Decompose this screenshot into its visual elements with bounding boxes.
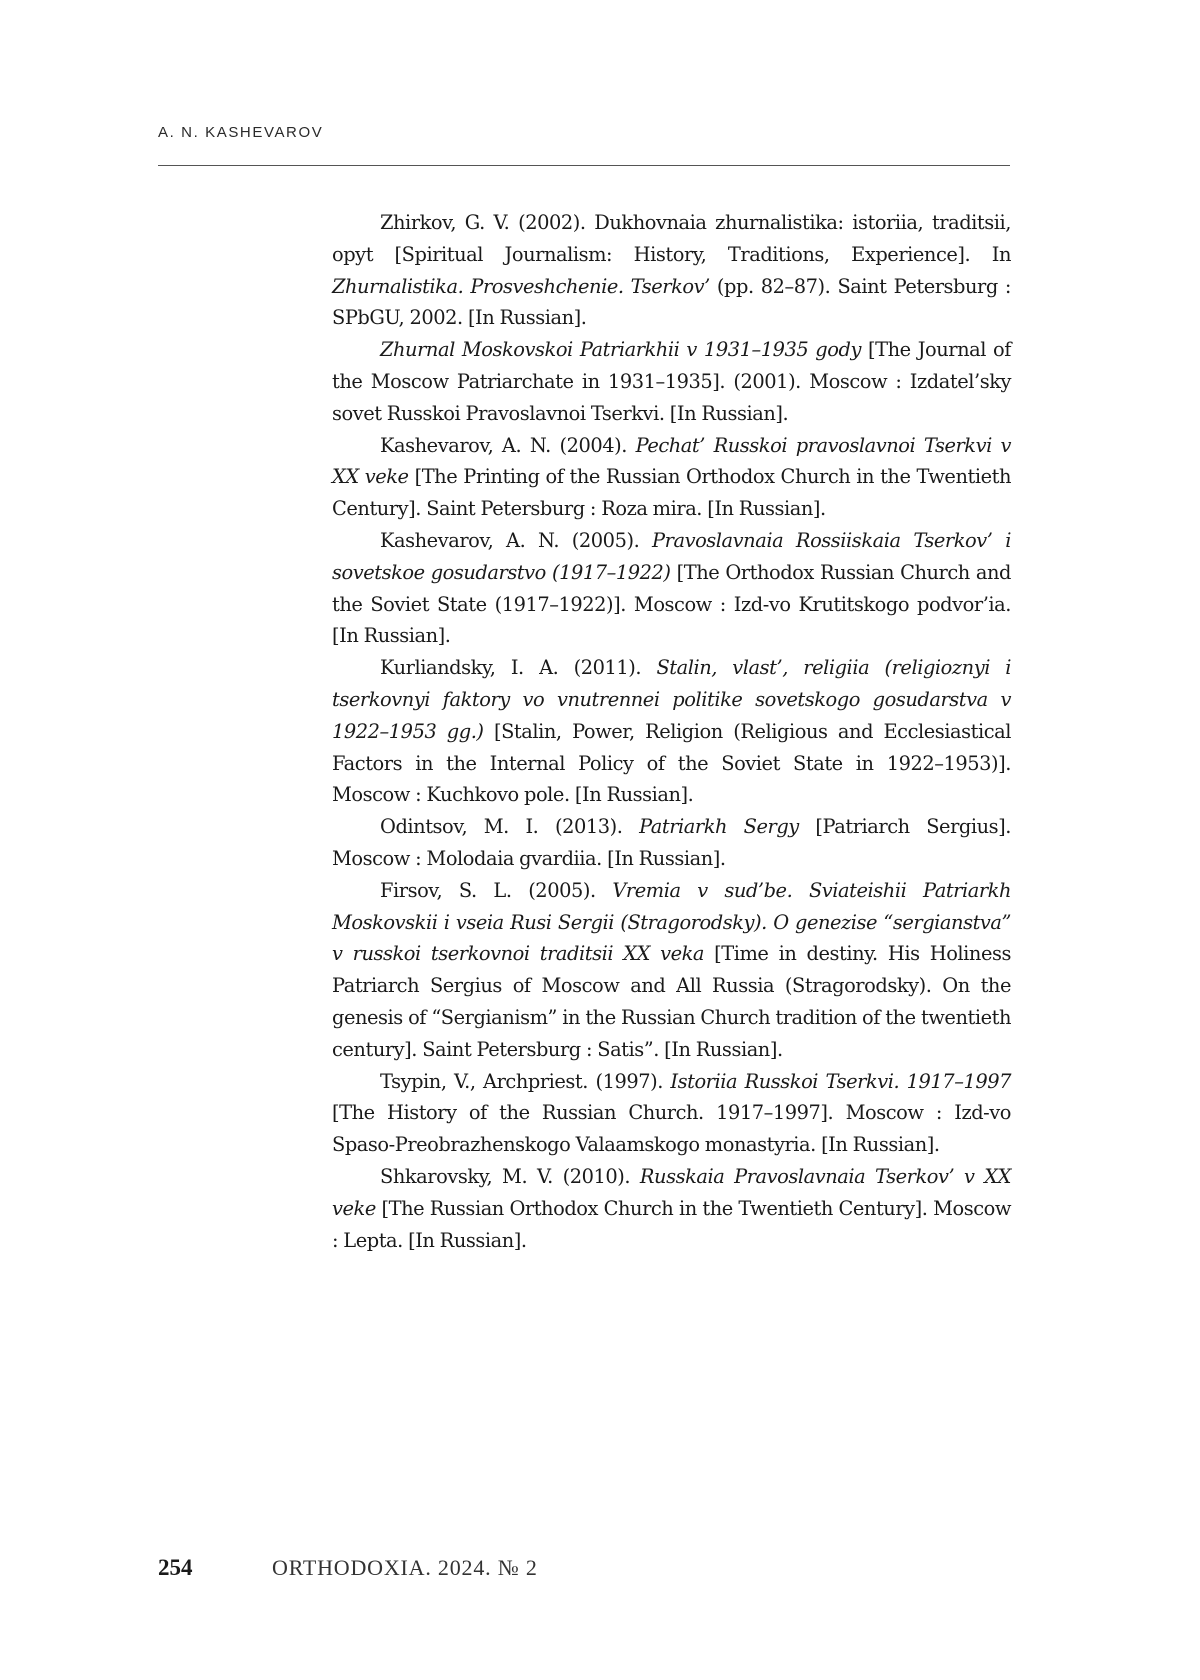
reference-title: Zhurnalistika. Prosveshchenie. Tserkov’	[332, 274, 710, 298]
reference-text: Kurliandsky, I. A. (2011).	[380, 656, 657, 680]
reference-title: Patriarkh Sergy	[639, 815, 799, 839]
reference-entry	[332, 1066, 1011, 1161]
reference-entry	[332, 334, 1011, 429]
reference-text: [Patriarch Sergius]. Moscow : Molodaia gvardiia. [In Russian].	[332, 815, 1011, 870]
reference-title: Pechat’ Russkoi pravoslavnoi Tserkvi v XX veke	[332, 433, 1011, 489]
running-head: A. N. KASHEVAROV	[158, 124, 324, 141]
reference-entry	[332, 875, 1011, 1066]
reference-entry	[332, 430, 1011, 525]
reference-entry	[332, 811, 1011, 875]
reference-text: Zhirkov, G. V. (2002). Dukhovnaia zhurnalistika: istoriia, traditsii, opyt [Spiritual Journalism: History, Traditions, Experience]. In	[332, 211, 1011, 266]
reference-text: Kashevarov, A. N. (2005).	[380, 528, 653, 552]
reference-text: Tsypin, V., Archpriest. (1997).	[380, 1069, 671, 1093]
header-rule	[158, 165, 1010, 166]
reference-entry	[332, 525, 1011, 652]
reference-text: Shkarovsky, M. V. (2010).	[380, 1164, 640, 1188]
reference-title: Pravoslavnaia Rossiiskaia Tserkov’ i sovetskoe gosudarstvo (1917–1922)	[332, 528, 1012, 584]
reference-text: Firsov, S. L. (2005).	[380, 878, 613, 902]
reference-text: [The History of the Russian Church. 1917–1997]. Moscow : Izd-vo Spaso-Preobrazhenskogo Valaamskogo monastyria. [In Russian].	[332, 1101, 1011, 1157]
reference-entry	[332, 1161, 1011, 1256]
reference-text: Odintsov, M. I. (2013).	[380, 815, 640, 839]
page-footer	[158, 1555, 538, 1581]
reference-text: [Stalin, Power, Religion (Religious and Ecclesiastical Factors in the Internal Policy of the Soviet State in 1922–1953)]. Moscow : Kuchkovo pole. [In Russian].	[332, 719, 1012, 807]
reference-title: Zhurnal Moskovskoi Patriarkhii v 1931–1935 gody	[380, 338, 861, 362]
reference-text: Kashevarov, A. N. (2004).	[380, 433, 636, 457]
reference-title: Stalin, vlast’, religiia (religioznyi i tserkovnyi faktory vo vnutrennei politike sovetskogo gosudarstva v 1922–1953 gg.)	[332, 656, 1012, 743]
reference-entry	[332, 207, 1011, 334]
page-number: 254	[158, 1555, 193, 1580]
reference-text: [The Printing of the Russian Orthodox Church in the Twentieth Century]. Saint Petersburg : Roza mira. [In Russian].	[332, 465, 1011, 521]
reference-text: [The Russian Orthodox Church in the Twentieth Century]. Moscow : Lepta. [In Russian].	[332, 1196, 1011, 1252]
reference-entry	[332, 652, 1011, 811]
journal-title: ORTHODOXIA. 2024. № 2	[272, 1555, 538, 1580]
reference-title: Istoriia Russkoi Tserkvi. 1917–1997	[670, 1069, 1011, 1093]
reference-text: [Time in destiny. His Holiness Patriarch Sergius of Moscow and All Russia (Stragorodsky). On the genesis of “Sergianism” in the Russian Church tradition of the twentieth century]. Saint Petersburg : Satis”. [In Russian].	[332, 942, 1012, 1061]
reference-text: [The Orthodox Russian Church and the Soviet State (1917–1922)]. Moscow : Izd-vo Krutitskogo podvor’ia. [In Russian].	[332, 560, 1011, 648]
reference-title: Vremia v sud’be. Sviateishii Patriarkh Moskovskii i vseia Rusi Sergii (Stragorodsky). O genezise “sergianstva” v russkoi tserkovnoi traditsii XX veka	[332, 878, 1012, 966]
reference-text: [The Journal of the Moscow Patriarchate in 1931–1935]. (2001). Moscow : Izdatel’sky sovet Russkoi Pravoslavnoi Tserkvi. [In Russian].	[332, 338, 1012, 425]
reference-text: (pp. 82–87). Saint Petersburg : SPbGU, 2002. [In Russian].	[332, 274, 1011, 330]
reference-list	[332, 207, 1011, 1256]
reference-title: Russkaia Pravoslavnaia Tserkov’ v XX veke	[332, 1164, 1011, 1220]
